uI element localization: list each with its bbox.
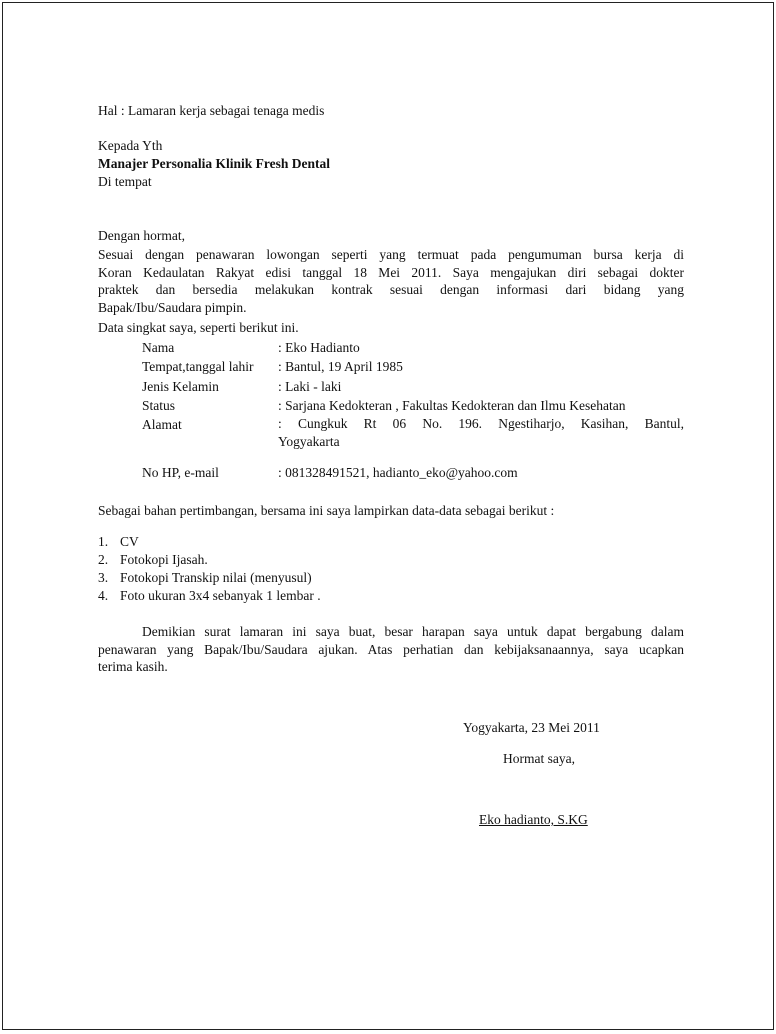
field-label-status: Status bbox=[142, 398, 176, 413]
greeting: Dengan hormat, bbox=[98, 228, 185, 243]
data-intro: Data singkat saya, seperti berikut ini. bbox=[98, 320, 299, 335]
field-value-nama: : Eko Hadianto bbox=[278, 340, 360, 355]
attachment-number: 1. bbox=[98, 534, 109, 549]
attachments-intro: Sebagai bahan pertimbangan, bersama ini saya lampirkan data-data sebagai berikut : bbox=[98, 503, 555, 518]
field-value-status: : Sarjana Kedokteran , Fakultas Kedokteran dan Ilmu Kesehatan bbox=[278, 398, 626, 413]
closing-line: Demikian surat lamaran ini saya buat, besar harapan saya untuk dapat bergabung dalam bbox=[142, 624, 684, 639]
attachment-item: Fotokopi Transkip nilai (menyusul) bbox=[120, 570, 312, 585]
field-value-ttl: : Bantul, 19 April 1985 bbox=[278, 359, 403, 374]
regards: Hormat saya, bbox=[503, 751, 575, 766]
closing-line: terima kasih. bbox=[98, 659, 168, 674]
letter-page bbox=[2, 2, 774, 1030]
attachment-number: 4. bbox=[98, 588, 109, 603]
place-date: Yogyakarta, 23 Mei 2011 bbox=[463, 720, 600, 735]
signature-name: Eko hadianto, S.KG bbox=[479, 812, 588, 827]
intro-line: praktek dan bersedia melakukan kontrak sesuai dengan informasi dari bidang yang bbox=[98, 282, 684, 297]
field-label-nama: Nama bbox=[142, 340, 175, 355]
field-value-kontak: : 081328491521, hadianto_eko@yahoo.com bbox=[278, 465, 518, 480]
intro-line: Sesuai dengan penawaran lowongan seperti yang termuat pada pengumuman bursa kerja di bbox=[98, 247, 684, 262]
recipient-name: Manajer Personalia Klinik Fresh Dental bbox=[98, 156, 330, 171]
field-label-kontak: No HP, e-mail bbox=[142, 465, 219, 480]
attachment-number: 3. bbox=[98, 570, 109, 585]
field-label-ttl: Tempat,tanggal lahir bbox=[142, 359, 254, 374]
attachment-item: CV bbox=[120, 534, 139, 549]
subject-line: Hal : Lamaran kerja sebagai tenaga medis bbox=[98, 103, 325, 118]
alamat-line: Yogyakarta bbox=[278, 434, 340, 449]
recipient-place: Di tempat bbox=[98, 174, 152, 189]
field-label-alamat: Alamat bbox=[142, 417, 182, 432]
field-value-alamat bbox=[278, 415, 684, 451]
intro-line: Bapak/Ibu/Saudara pimpin. bbox=[98, 299, 247, 315]
intro-paragraph bbox=[98, 246, 684, 316]
field-value-jk: : Laki - laki bbox=[278, 379, 342, 394]
intro-line: Koran Kedaulatan Rakyat edisi tanggal 18 Mei 2011. Saya mengajukan diri sebagai dokter bbox=[98, 264, 684, 280]
closing-line: penawaran yang Bapak/Ibu/Saudara ajukan. Atas perhatian dan kebijaksanaannya, saya ucapkan bbox=[98, 641, 684, 657]
attachment-item: Foto ukuran 3x4 sebanyak 1 lembar . bbox=[120, 588, 321, 603]
field-label-jk: Jenis Kelamin bbox=[142, 379, 219, 394]
attachment-number: 2. bbox=[98, 552, 109, 567]
alamat-line: : Cungkuk Rt 06 No. 196. Ngestiharjo, Kasihan, Bantul, bbox=[278, 416, 684, 431]
attachment-item: Fotokopi Ijasah. bbox=[120, 552, 208, 567]
recipient-salutation: Kepada Yth bbox=[98, 138, 163, 153]
closing-paragraph bbox=[98, 623, 684, 676]
